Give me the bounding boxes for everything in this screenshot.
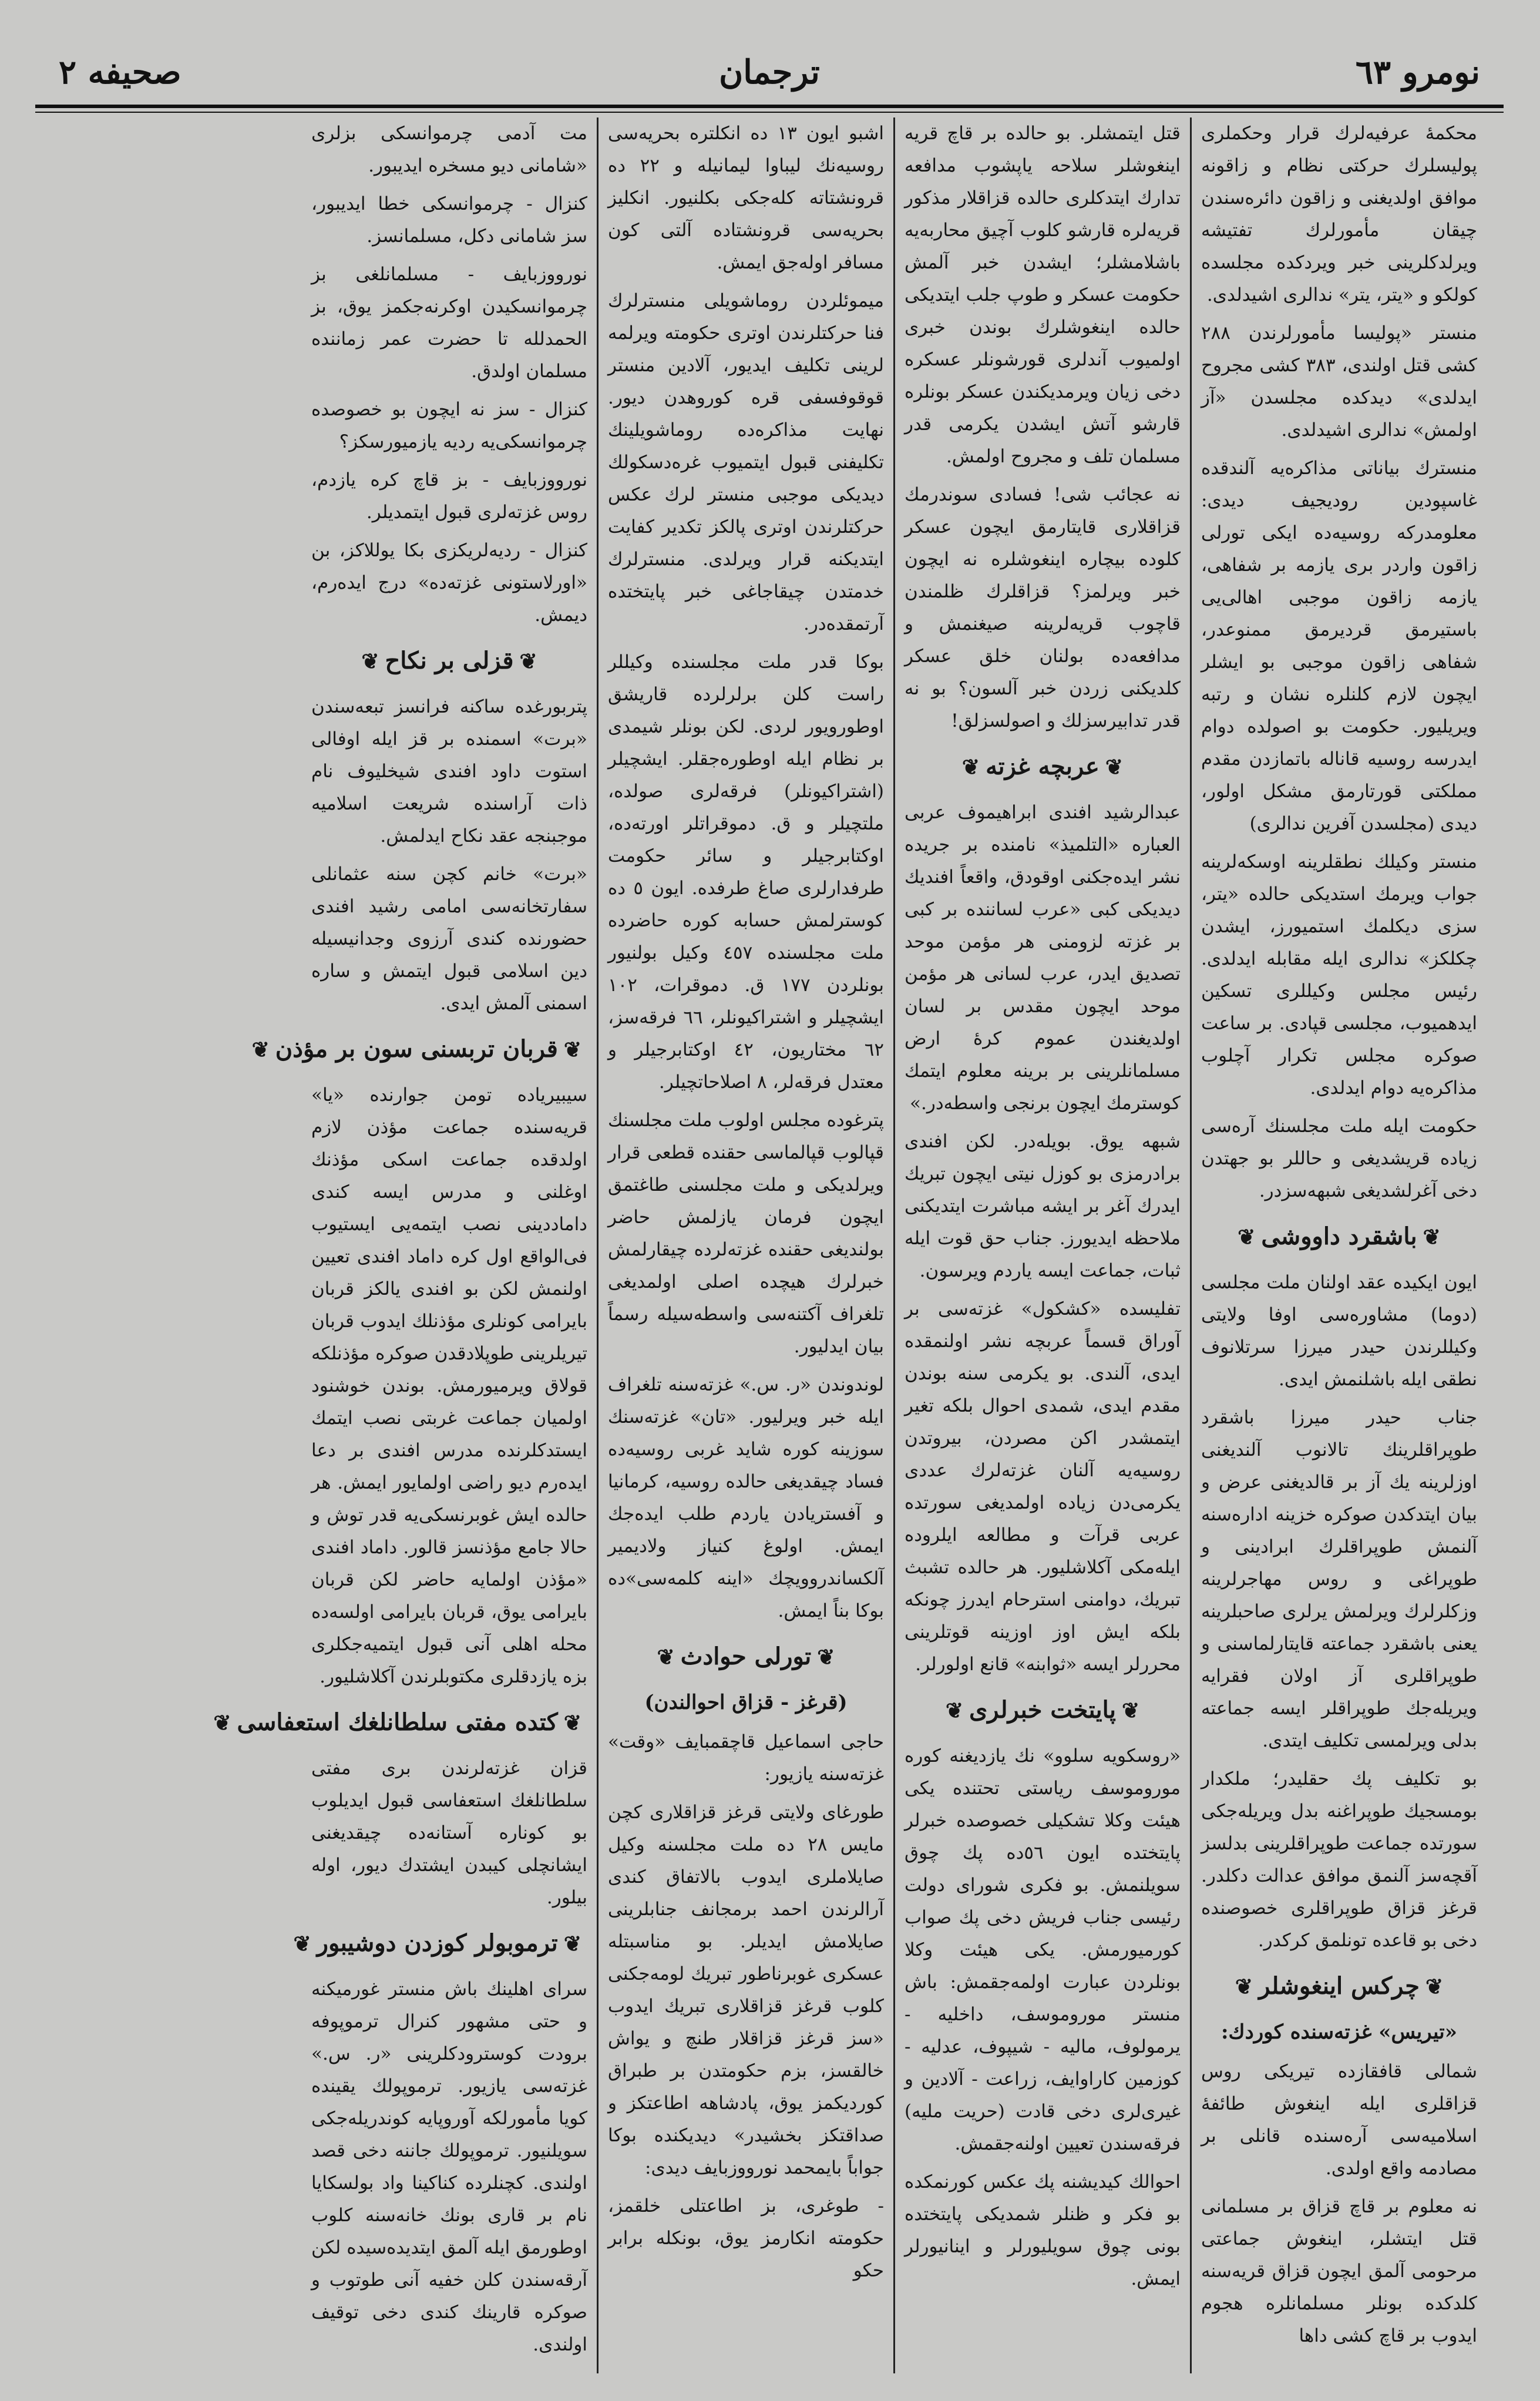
ornament-icon: ❦ <box>945 1698 963 1723</box>
paragraph: حاجی اسماعیل قاچقمبایف «وقت» غزته‌سنه یازیور: <box>608 1731 884 1785</box>
ornament-icon: ❦ <box>251 1037 270 1062</box>
column-rule <box>1190 117 1192 2373</box>
ornament-icon: ❦ <box>563 1711 581 1735</box>
section-heading <box>251 1030 587 1069</box>
ornament-icon: ❦ <box>519 649 537 674</box>
ornament-icon: ❦ <box>563 1037 581 1062</box>
ornament-icon: ❦ <box>563 1932 581 1956</box>
paragraph: طورغای ولایتی قرغز قزاقلاری کچن مایس ۲۸ ده ملت مجلسنه وکیل صایلاملری ایدوب بالاتفاق کندی آرالرندن احمد برمجانف جنابلرینی صایلامش ایدیلر. بو مناسبتله عسکری غوبرناطور تبریك لومه‌جکنی کلوب قرغز قزاقلاری تبریك ایدوب «سز قرغز قزاقلار طنچ و یواش خالقسز، بزم حکومتدن بر طبراق کوردیکمز یوق، پادشاهه اطاعتکز و صداقتکز بخشیدر» دیدیکنده بوکا جواباً بایمحمد نورووزبایف دیدی: <box>608 1802 885 2178</box>
header-rule-thin <box>35 112 1504 113</box>
page-header <box>35 35 1504 112</box>
paragraph: نورووزبایف - بز قاچ کره یازدم، روس غزته‌لری قبول ایتمدیلر. <box>311 469 587 523</box>
paragraph: قتل ایتمشلر. بو حالده بر قاچ قریه اینغوشلر سلاحه یاپشوب مدافعه تدارك ایتدکلری حالده قزاقلار مذکور قریه‌لره قارشو کلوب آچیق محاربه‌یه باشلامشلر؛ ایشدن خبر آلمش حکومت عسکر و طوپ جلب ایتدیکی حالده اینغوشلرك بوندن خبری اولمیوب آندلری قورشونلر عسکره دخی زیان ویرمدیکندن عسکر بونلره قارشو آتش ایشدن یکرمی قدر مسلمان تلف و مجروح اولمش. <box>905 123 1181 467</box>
paragraph: احوالك کیدیشنه پك عکس کورنمکده بو فکر و ظنلر شمدیکی پایتختده بونی چوق سویلیورلر و اینانیورلر ایمش. <box>905 2171 1181 2289</box>
paragraph: کنزال - ردیه‌لریکزی بکا یوللاکز، بن «اورلاستونی غزته‌ده» درج ایده‌رم، دیمش. <box>311 540 587 626</box>
column-1 <box>1201 117 1477 2373</box>
columns-area <box>35 117 1504 2373</box>
paragraph: کنزال - سز نه ایچون بو خصوصده چرموانسکی‌یه ردیه یازمیورسکز؟ <box>311 399 587 452</box>
paragraph: اشبو ایون ۱۳ ده انکلتره بحریه‌سی روسیه‌نك لیباوا لیمانیله و ۲۲ ده قرونشتاته کله‌جکی بکلنیور. انکلیز بحریه‌سی قرونشتاده آلتی کون مسافر اوله‌جق ایمش. <box>608 123 884 273</box>
ornament-icon: ❦ <box>361 649 379 674</box>
paragraph: منستر «پولیسا مأمورلرندن ۲۸۸ کشی قتل اولندی، ۳۸۳ کشی مجروح ایدلدی» دیدکده مجلسدن «آز اولمش» ندالری اشیدلدی. <box>1201 323 1477 441</box>
section-heading-text: تورلی حوادث <box>680 1643 812 1670</box>
ornament-icon: ❦ <box>657 1645 675 1670</box>
paragraph: نورووزبایف - مسلمانلغی بز چرموانسکیدن اوکرنه‌جکمز یوق، بز الحمدلله تا حضرت عمر زماننده مسلمان اولدق. <box>311 264 587 382</box>
paragraph: سیبیریاده تومن جوارنده «یا» قریه‌سنده جماعت مؤذن لازم اولدقده جماعت اسکی مؤذنك اوغلنی و مدرس ایسه کندی داماددینی نصب ایتمه‌یی ایستیوب فی‌الواقع اول کره داماد افندی تعیین اولنمش لکن بو افندی یالکز قربان بایرامی کونلری مؤذنلك ایدوب قربان تیریلرینی طوپلادقدن صوکره مؤذنلکه قولاق ویرمیورمش. بوندن خوشنود اولمیان جماعت غربتی نصب ایتمك ایستدکلرنده مدرس افندی بر دعا ایده‌رم دیو راضی اولمایور ایمش. هر حالده ایش غوبرنسکی‌یه قدر توش و حالا جامع مؤذنسز قالور. داماد افندی «مؤذن اولمایه حاضر لکن قربان بایرامی یوق، قربان بایرامی اولسه‌ده محله اهلی آنی قبول ایتمیه‌جکلری بزه یازدقلری مکتوبلرندن آکلاشلیور. <box>311 1084 587 1687</box>
section-heading-text: کتده مفتی سلطانلغك استعفاسی <box>237 1708 558 1736</box>
paragraph: لوندوندن «ر. س.» غزته‌سنه تلغراف ایله خبر ویرلیور. «تان» غزته‌سنك سوزینه کوره شاید غربی روسیه‌ده فساد چیقدیغی حالده روسیه، کرمانیا و آفستریادن یاردم طلب ایده‌جك ایمش. اولوغ کنیاز ولادیمیر آلکساندروویچك «اینه کلمه‌سی»ده بوکا بناً ایمش. <box>608 1374 884 1621</box>
column-4 <box>213 117 587 2373</box>
paragraph: پتربورغده ساکنه فرانسز تبعه‌سندن «برت» اسمنده بر قز ایله اوفالی استوت داود افندی شیخلیوف نام ذات آراسنده شریعت اسلامیه موجبنجه عقد نکاح ایدلمش. <box>311 696 587 847</box>
paragraph: بوکا قدر ملت مجلسنده وکیللر راست کلن برلرلرده قاریشق اوطورویور لردی. لکن بونلر شیمدی بر نظام ایله اوطوره‌جقلر. ایشچیلر (اشتراکیونلر) فرقه‌لری صولده، ملتچیلر و ق. دموقراتلر اورته‌ده، اوکتابرجیلر و سائر حکومت طرفدارلری صاغ طرفده. ایون ٥ ده کوسترلمش حسابه کوره حاضرده ملت مجلسنده ٤٥٧ وکیل بولنیور بونلردن ۱۷۷ ق. دموقرات، ۱۰۲ ایشچیلر و اشتراکیونلر، ٦٦ فرقه‌سز، ٦٢ مختاریون، ٤٢ اوکتابرجیلر و معتدل فرقه‌لر، ٨ اصلاحاتچیلر. <box>608 652 885 1093</box>
paragraph: «برت» خانم کچن سنه عثمانلی سفارتخانه‌سی امامی رشید افندی حضورنده کندی آرزوی وجدانیسیله دین اسلامی قبول ایتمش و ساره اسمنی آلمش ایدی. <box>311 864 587 1014</box>
section-heading-text: قربان تربسنی سون بر مؤذن <box>275 1035 558 1063</box>
paragraph: مت آدمی چرموانسکی بزلری «شامانی دیو مسخره ایدیبور. <box>311 123 587 176</box>
ornament-icon: ❦ <box>293 1932 311 1956</box>
section-heading <box>311 642 587 680</box>
paragraph: بو تکلیف پك حقلیدر؛ ملکدار بومسجیك طوپراغنه بدل ویریله‌جکی سورتده جماعت طوپراقلرینی بدلسز آقچه‌سز آلنمق موافق عدالت دکلدر. قرغز قزاق طوپراقلری خصوصنده دخی بو قاعده تونلمق کرکدر. <box>1201 1768 1477 1951</box>
column-3 <box>608 117 884 2373</box>
paragraph: ایون ایکیده عقد اولنان ملت مجلسی (دوما) مشاوره‌سی اوفا ولایتی وکیللرندن حیدر میرزا سرتلانوف نطقی ایله باشلنمش ایدی. <box>1201 1272 1477 1390</box>
ornament-icon: ❦ <box>1423 1225 1441 1250</box>
paragraph: عبدالرشید افندی ابراهیموف عربی العباره «التلمیذ» نامنده بر جریده نشر ایده‌جکنی اوقودق، واقعاً افندیك دیدیکی کبی «عرب لساننده بر کبی بر غزته لزومنی هر مؤمن موحد تصدیق ایدر، عرب لسانی هر مؤمن موحد ایچون مقدس بر لسان اولدیغندن عموم کرهٔ ارض مسلمانلرینی بر برینه معلوم ایتمك کوسترمك ایچون برنجی واسطه‌در.» <box>905 802 1181 1114</box>
issue-number: نومرو ٦٣ <box>1355 53 1480 92</box>
section-heading-text: پایتخت خبرلری <box>969 1696 1116 1724</box>
paragraph: قزان غزته‌لرندن بری مفتی سلطانلغك استعفاسی قبول ایدیلوب بو کوناره آستانه‌ده چیقدیغنی ایشانچلی کیبدن ایشتدك دیور، اوله بیلور. <box>311 1758 587 1908</box>
section-heading-text: عربچه غزته <box>986 753 1099 780</box>
ornament-icon: ❦ <box>1238 1225 1256 1250</box>
paragraph: تفلیسده «کشکول» غزته‌سی بر آوراق قسماً عربچه نشر اولنمقده ایدی، آلندی. بو یکرمی سنه بوندن مقدم ایدی، شمدی احوال بلکه تغیر ایتمشدر اکن مصردن، بیروتدن روسیه‌یه آلنان غزته‌لرك عددی یکرمی‌دن زیاده اولمدیغی سورتده عربی قرآت و مطالعه ایلروده ایله‌مکی آکلاشلیور. هر حالده تشبث تبریك، دوامنی استرحام ایدرز چونکه بلکه ایش اوز اوزینه قوتلرینی محررلر ایسه «ثوابنه» قانع اولورلر. <box>905 1298 1181 1675</box>
paragraph: کنزال - چرموانسکی خطا ایدیبور، سز شامانی دکل، مسلمانسز. <box>311 193 587 247</box>
section-heading <box>608 1638 884 1676</box>
subheading: «تیریس» غزته‌سنده کوردك: <box>1221 2020 1457 2044</box>
ornament-icon: ❦ <box>1105 755 1124 780</box>
section-heading-text: قزلی بر نکاح <box>385 647 514 674</box>
paragraph: نه معلوم بر قاچ قزاق بر مسلمانی قتل ایتشلر، اینغوش جماعتی مرحومی آلمق ایچون قزاق قریه‌سنه کلدکده بونلر مسلمانلره هجوم ایدوب بر قاچ کشی داها <box>1201 2196 1477 2346</box>
section-heading <box>293 1925 587 1963</box>
section-heading-text: ترموبولر کوزدن دوشیبور <box>317 1929 558 1957</box>
column-rule <box>893 117 895 2373</box>
ornament-icon: ❦ <box>1235 1974 1253 1999</box>
header-rule <box>35 105 1504 108</box>
paragraph: منستر وکیلك نطقلرینه اوسکه‌لرینه جواب ویرمك استدیکی حالده «یتر، سزی دیکلمك استمیورز، ایشدن چکلکز» ندالری ایله مقابله ایدلدی. رئیس مجلس وکیللری تسکین ایدهمیوب، مجلسی قپادی. بر ساعت صوکره مجلس تکرار آچلوب مذاکره‌یه دوام ایدلدی. <box>1201 851 1477 1099</box>
section-heading <box>213 1704 587 1742</box>
section-heading <box>1201 1218 1477 1256</box>
ornament-icon: ❦ <box>213 1711 231 1735</box>
page-number: صحیفه ۲ <box>59 53 181 92</box>
paragraph: پترغوده مجلس اولوب ملت مجلسنك قپالوب قپالماسی حقنده قطعی قرار ویرلدیکی و ملت مجلسنی طاغتمق ایچون فرمان یازلمش حاضر بولندیغی حقنده غزته‌لرده چیقارلمش خبرلرك هیچده اصلی اولمدیغی تلغراف آکتنه‌سی واسطه‌سیله رسماً بیان ایدلیور. <box>608 1110 884 1357</box>
paragraph: - طوغری، بز اطاعتلی خلقمز، حکومته انکارمز یوق، بونکله برابر حکو <box>608 2195 884 2281</box>
ornament-icon: ❦ <box>817 1645 835 1670</box>
paragraph: میموئلردن روماشویلی منسترلرك فنا حرکتلرندن اوتری حکومته ویرلمه لرینی تکلیف ایدیور، آلادین منستر قوقوفسفی قره کوروهدن دیور. نهایت مذاکره‌ده روماشویلینك تکلیفنی قبول ایتمیوب غره‌دسکولك دیدیکی موجبی منستر لرك عکس حرکتلرندن اوتری پالکز تکدیر کفایت ایتدیکنه قرار ویرلدی. منسترلرك خدمتدن چیقاجاغی خبر پایتختده آرتمقده‌در. <box>608 290 884 634</box>
subheading: (قرغز - قزاق احوالندن) <box>644 1691 848 1714</box>
section-heading <box>1201 1967 1477 2006</box>
paragraph: نه عجائب شی! فسادی سوندرمك قزاقلاری قایتارمق ایچون عسکر کلوده بیچاره اینغوشلره نه ایچون خبر ویرلمز؟ قزاقلرك ظلمندن قاچوب قریه‌لرینه صیغنمش و مدافعه‌ده بولنان خلق عسکر کلدیکنی زردن خبر آلسون؟ بو نه قدر تدابیرسزلك و اصولسزلق! <box>905 484 1181 731</box>
section-heading <box>905 748 1181 786</box>
paragraph: شبهه یوق. بویله‌در. لکن افندی برادرمزی بو کوزل نیتی ایچون تبریك ایدرك آغر بر ایشه مباشرت ایتدیکنی ملاحظه ایدیورز. جناب حق قوت ایله ثبات، جماعت ایسه یاردم ویرسون. <box>905 1131 1181 1281</box>
ornament-icon: ❦ <box>1121 1698 1140 1723</box>
column-2 <box>905 117 1181 2373</box>
ornament-icon: ❦ <box>961 755 980 780</box>
paragraph: محکمهٔ عرفیه‌لرك قرار وحکملری پولیسلرك حرکتی نظام و زاقونه موافق اولدیغنی و زاقون دائره‌سندن چیقان مأمورلرك تفتیشه ویرلدکلرینی خبر ویردکده مجلسده کولکو و «یتر، یتر» ندالری اشیدلدی. <box>1201 123 1477 305</box>
paragraph: جناب حیدر میرزا باشقرد طوپراقلرینك تالانوب آلندیغنی اوزلرینه یك آز بر قالدیغنی عرض و بیان ایتدکدن صوکره خزینه اداره‌سنه آلنمش طوپراقلرك ابرادینی و طوپراغی و روس مهاجرلرینه وزکلرلرك ویرلمش یرلری صاحبلرینه یعنی باشقرد جماعته قایتارلماسنی و طوپراقلری آز اولان فقرایه ویریله‌جك طوپراقلر ایسه جماعته بدلی ویرلمسی تکلیف ایتدی. <box>1201 1407 1477 1751</box>
paragraph: شمالی قافقازده تیریکی روس قزاقلری ایله اینغوش طائفهٔ اسلامیه‌سی آره‌سنده قانلی بر مصادمه واقع اولدی. <box>1201 2061 1477 2179</box>
column-rule <box>597 117 598 2373</box>
paragraph: منسترك بیاناتی مذاکره‌یه آلندقده غاسپودین رودیجیف دیدی: معلومدرکه روسیه‌ده ایکی تورلی زاقون واردر بری یازمه بر شفاهی، یازمه زاقون موجبی اهالی‌یی باستیرمق قردیرمق ممنوعدر، شفاهی زاقون موجبی بو ایشلر ایچون لازم کلنلره نشان و رتبه ویریلیور. حکومت بو اصولده دوام ایدرسه روسیه قاناله باتمازدن مقدم مملکتی قورتارمق مشکل اولور، دیدی (مجلسدن آفرین ندالری) <box>1201 458 1477 834</box>
paragraph: سرای اهلینك باش منستر غورمیکنه و حتی مشهور کنرال ترموپوفه برودت کوسترودکلرینی «ر. س.» غزته‌سی یازیور. ترموپولك یقینده کویا مأمورلکه آوروپایه کوندریله‌جکی سویلنیور. ترموپولك جاننه دخی قصد اولندی. کچنلرده کناکینا واد بولسکایا نام بر قاری بونك خانه‌سنه کلوب اوطورمق ایله آلمق ایتدیده‌سیده لکن آرقه‌سندن کلن خفیه آنی طوتوب و صوکره قارینك کندی دخی توقیف اولندی. <box>311 1979 587 2355</box>
masthead-title: ترجمان <box>719 53 820 92</box>
section-heading-text: چرکس اینغوشلر <box>1259 1972 1420 2000</box>
paragraph: «روسکویه سلوو» نك یازدیغنه کوره موروموسف ریاستی تحتنده یکی هیئت وکلا تشکیلی خصوصده خبرلر پایتختده ایون ٥٦ده پك چوق سویلنمش. بو فکری شورای دولت رئیسی جناب فریش دخی پك صواب کورمیورمش. یکی هیئت وکلا بونلردن عبارت اولمه‌جقمش: باش منستر موروموسف، داخلیه - یرمولوف، مالیه - شیپوف، عدلیه - کوزمین کاراوایف، زراعت - آلادین و غیری‌لری دخی قادت (حریت ملیه) فرقه‌سندن تعیین اولنه‌جقمش. <box>905 1745 1181 2154</box>
section-heading <box>905 1691 1181 1730</box>
paragraph: حکومت ایله ملت مجلسنك آره‌سی زیاده قریشدیغی و حاللر بو جهتدن دخی آغرلشدیغی شبهه‌سزدر. <box>1201 1116 1477 1201</box>
ornament-icon: ❦ <box>1425 1974 1444 1999</box>
section-heading-text: باشقرد داووشی <box>1261 1223 1417 1250</box>
